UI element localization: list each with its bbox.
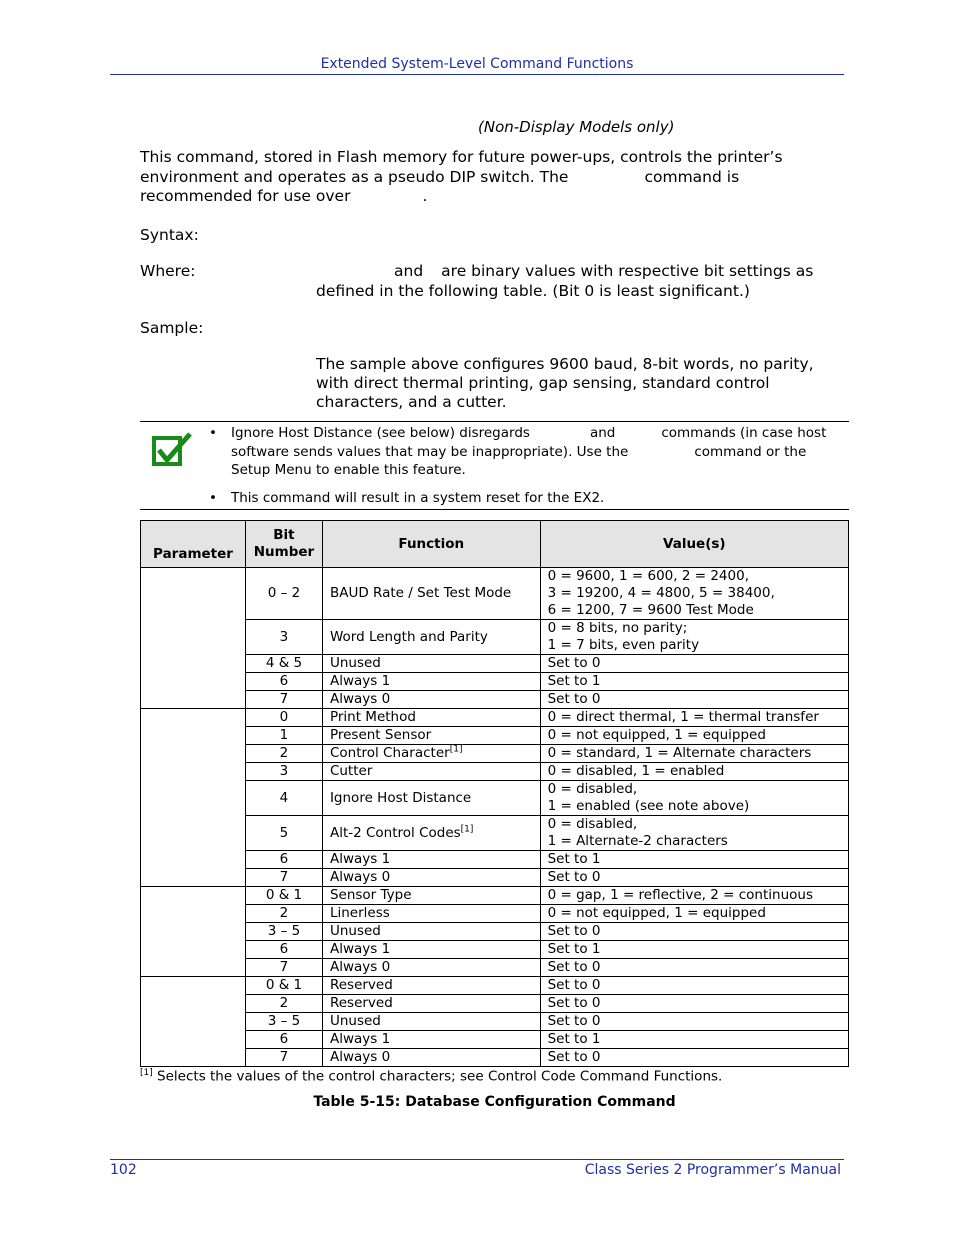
function-text: BAUD Rate / Set Test Mode: [329, 585, 512, 601]
function-cell: [322, 727, 540, 745]
where-label: Where:: [140, 262, 196, 280]
function-text: Reserved: [329, 995, 393, 1011]
table-row: [141, 816, 849, 851]
table-caption: Table 5-15: Database Configuration Command: [313, 1094, 676, 1110]
table-row: [141, 1013, 849, 1031]
sample-label: Sample:: [140, 319, 204, 337]
function-cell: [322, 816, 540, 851]
note-text: commands (in case host software sends values that may be inappropriate). Use the: [231, 425, 827, 460]
function-cell: [322, 781, 540, 816]
bit-cell: 5: [245, 816, 322, 851]
table-row: [141, 851, 849, 869]
table-row: [141, 959, 849, 977]
header-values: Value(s): [540, 521, 848, 568]
bit-cell: 2: [245, 905, 322, 923]
intro-part-1: This command, stored in Flash memory for future power-ups, controls the printer’s environment and operates as a pseudo DIP switch. The: [140, 148, 783, 186]
bit-cell: 0 & 1: [245, 977, 322, 995]
function-cell: [322, 655, 540, 673]
syntax-label: Syntax:: [140, 226, 199, 244]
table-row: [141, 781, 849, 816]
function-text: Unused: [329, 923, 381, 939]
bit-cell: 6: [245, 941, 322, 959]
value-cell: Set to 0: [540, 691, 848, 709]
bullet: •: [209, 425, 217, 441]
footnote-mark: [1]: [140, 1068, 153, 1078]
function-cell: [322, 869, 540, 887]
value-cell: Set to 0: [540, 655, 848, 673]
function-cell: [322, 1013, 540, 1031]
bit-cell: 4 & 5: [245, 655, 322, 673]
bit-cell: 0: [245, 709, 322, 727]
table-row: [141, 691, 849, 709]
function-text: Always 0: [329, 869, 391, 885]
footnote-ref: [1]: [449, 744, 463, 755]
function-text: Unused: [329, 655, 381, 671]
value-cell: Set to 0: [540, 869, 848, 887]
bit-cell: 7: [245, 691, 322, 709]
parameter-cell: [141, 887, 246, 977]
value-cell: 0 = disabled, 1 = enabled: [540, 763, 848, 781]
function-cell: [322, 905, 540, 923]
table-row: [141, 568, 849, 620]
note-list: [206, 424, 842, 507]
sample-description: The sample above configures 9600 baud, 8-bit words, no parity, with direct thermal printing, gap sensing, standard control characters, and a cutter.: [316, 355, 814, 411]
value-cell: Set to 0: [540, 1013, 848, 1031]
note-text: command or the Setup Menu to enable this feature.: [231, 443, 807, 478]
function-cell: [322, 709, 540, 727]
function-cell: [322, 568, 540, 620]
function-text: Word Length and Parity: [329, 628, 488, 645]
table-row: [141, 923, 849, 941]
function-text: Always 1: [329, 851, 391, 867]
value-cell: 0 = not equipped, 1 = equipped: [540, 905, 848, 923]
value-cell: 0 = gap, 1 = reflective, 2 = continuous: [540, 887, 848, 905]
bit-cell: 7: [245, 959, 322, 977]
footnote-text: Selects the values of the control characters; see Control Code Command Functions.: [157, 1068, 723, 1085]
parameter-cell: [141, 709, 246, 887]
note-top-rule: [140, 421, 849, 422]
value-cell: Set to 0: [540, 923, 848, 941]
bit-cell: 3 – 5: [245, 923, 322, 941]
bit-cell: 3 – 5: [245, 1013, 322, 1031]
bit-cell: 2: [245, 995, 322, 1013]
function-text: Always 1: [329, 941, 391, 957]
bit-cell: 7: [245, 1049, 322, 1067]
table-row: [141, 1049, 849, 1067]
table-row: [141, 763, 849, 781]
note-text: and: [589, 425, 616, 441]
function-text: Print Method: [329, 709, 416, 725]
value-cell: 0 = direct thermal, 1 = thermal transfer: [540, 709, 848, 727]
function-cell: [322, 691, 540, 709]
table-row: [141, 1031, 849, 1049]
table-header-row: [141, 521, 849, 568]
table-row: [141, 905, 849, 923]
header-rule: [110, 74, 844, 75]
value-cell: Set to 0: [540, 1049, 848, 1067]
bullet: •: [209, 489, 217, 506]
function-text: Ignore Host Distance: [329, 789, 472, 806]
note-item: [206, 489, 842, 508]
footer-rule: [110, 1159, 844, 1160]
value-cell: Set to 1: [540, 851, 848, 869]
value-cell: Set to 1: [540, 673, 848, 691]
table-row: [141, 995, 849, 1013]
function-cell: [322, 1031, 540, 1049]
function-cell: [322, 923, 540, 941]
bit-cell: 2: [245, 745, 322, 763]
parameter-cell: [141, 977, 246, 1067]
function-text: Always 1: [329, 673, 391, 689]
header-function: Function: [322, 521, 540, 568]
command-subtitle: (Non-Display Models only): [478, 118, 675, 136]
running-header: Extended System-Level Command Functions: [320, 56, 634, 72]
bit-cell: 0 & 1: [245, 887, 322, 905]
note-item: [206, 424, 842, 480]
function-text: Always 0: [329, 691, 391, 707]
function-text: Unused: [329, 1013, 381, 1029]
function-text: Alt-2 Control Codes: [329, 824, 461, 841]
parameter-cell: [141, 568, 246, 709]
where-text: are binary values with respective bit settings as defined in the following table. (Bit 0 is least significant.): [316, 262, 814, 300]
page-number: 102: [110, 1162, 137, 1178]
value-cell: Set to 0: [540, 995, 848, 1013]
table-row: [141, 887, 849, 905]
bit-cell: 6: [245, 851, 322, 869]
function-cell: [322, 745, 540, 763]
bit-cell: 1: [245, 727, 322, 745]
table-row: [141, 941, 849, 959]
value-cell: 0 = 8 bits, no parity; 1 = 7 bits, even parity: [540, 620, 848, 655]
function-text: Always 1: [329, 1031, 391, 1047]
note-bottom-rule: [140, 509, 849, 510]
where-description: [316, 262, 836, 301]
function-cell: [322, 1049, 540, 1067]
header-parameter: Parameter: [141, 521, 246, 568]
bit-cell: 6: [245, 1031, 322, 1049]
value-cell: Set to 1: [540, 941, 848, 959]
manual-title: Class Series 2 Programmer’s Manual: [584, 1162, 841, 1178]
bit-cell: 3: [245, 763, 322, 781]
function-text: Cutter: [329, 763, 373, 779]
footnote-ref: [1]: [460, 824, 474, 834]
function-cell: [322, 851, 540, 869]
table-row: [141, 673, 849, 691]
bit-cell: 7: [245, 869, 322, 887]
function-cell: [322, 887, 540, 905]
function-text: Sensor Type: [329, 887, 412, 903]
where-joiner: and: [394, 262, 424, 280]
table-footnote: [140, 1068, 722, 1085]
note-text: Ignore Host Distance (see below) disregards: [231, 425, 530, 441]
intro-part-2: command is recommended for use over: [140, 167, 740, 205]
function-text: Always 0: [329, 959, 391, 975]
function-cell: [322, 995, 540, 1013]
function-text: Present Sensor: [329, 727, 432, 743]
table-row: [141, 655, 849, 673]
table-row: [141, 709, 849, 727]
table-row: [141, 745, 849, 763]
checkmark-note-icon: [150, 432, 194, 468]
value-cell: Set to 0: [540, 959, 848, 977]
bit-cell: 6: [245, 673, 322, 691]
value-cell: 0 = standard, 1 = Alternate characters: [540, 745, 848, 763]
value-cell: 0 = 9600, 1 = 600, 2 = 2400, 3 = 19200, 4 = 4800, 5 = 38400, 6 = 1200, 7 = 9600 Test Mode: [540, 568, 848, 620]
function-text: Always 0: [329, 1049, 391, 1065]
table-row: [141, 620, 849, 655]
value-cell: 0 = not equipped, 1 = equipped: [540, 727, 848, 745]
value-cell: Set to 0: [540, 977, 848, 995]
function-text: Reserved: [329, 977, 393, 993]
bit-cell: 4: [245, 781, 322, 816]
bit-cell: 3: [245, 620, 322, 655]
function-cell: [322, 620, 540, 655]
function-text: Linerless: [329, 905, 390, 921]
function-cell: [322, 941, 540, 959]
value-cell: 0 = disabled, 1 = Alternate-2 characters: [540, 816, 848, 851]
database-config-table: [140, 520, 849, 1067]
value-cell: Set to 1: [540, 1031, 848, 1049]
table-row: [141, 869, 849, 887]
function-cell: [322, 977, 540, 995]
table-row: [141, 727, 849, 745]
function-cell: [322, 763, 540, 781]
intro-part-3: .: [422, 187, 428, 205]
function-cell: [322, 673, 540, 691]
bit-cell: 0 – 2: [245, 568, 322, 620]
table-row: [141, 977, 849, 995]
function-cell: [322, 959, 540, 977]
note-text: This command will result in a system reset for the EX2.: [231, 489, 605, 506]
intro-paragraph: [140, 148, 840, 207]
function-text: Control Character: [329, 745, 450, 761]
value-cell: 0 = disabled, 1 = enabled (see note above): [540, 781, 848, 816]
header-bit-number: Bit Number: [245, 521, 322, 568]
